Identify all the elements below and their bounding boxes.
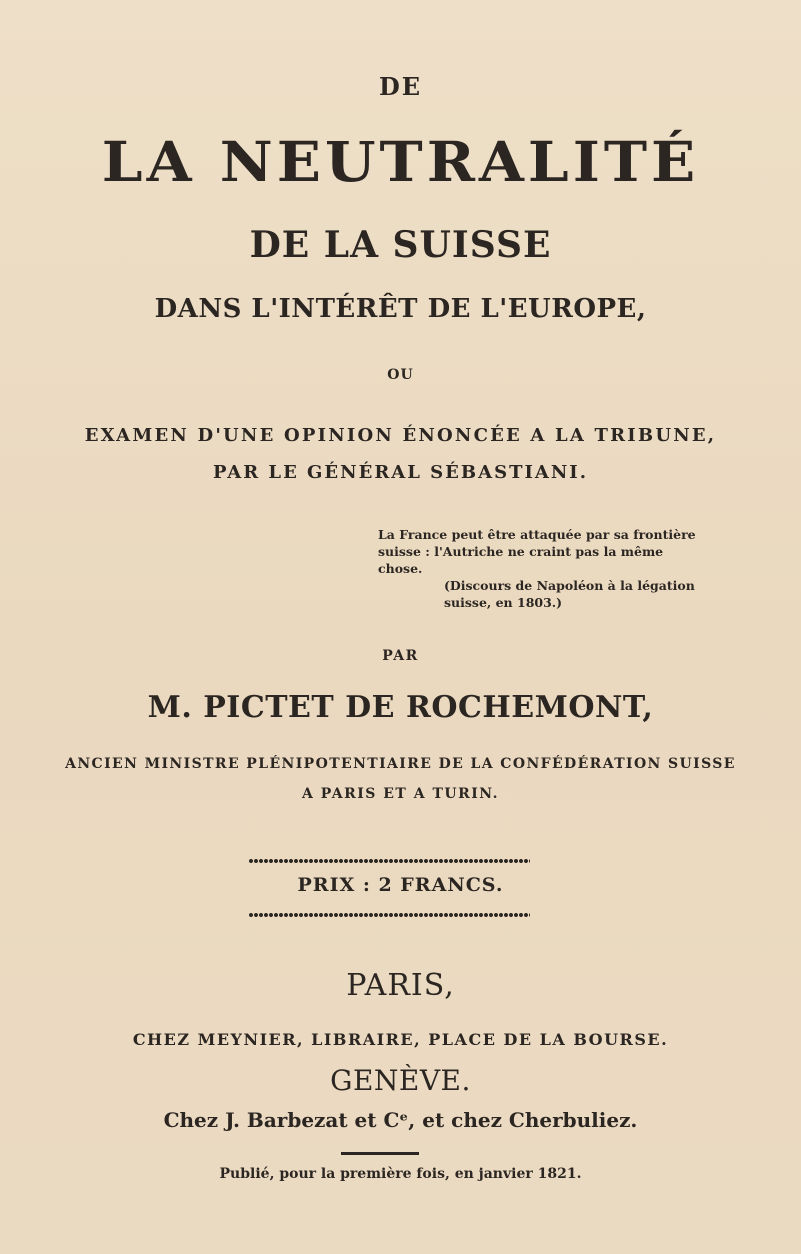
imprint-city-geneve: GENÈVE. (330, 1064, 471, 1097)
ornament-rule-top (248, 858, 530, 864)
conjunction-ou: OU (387, 367, 414, 383)
imprint-city-paris: PARIS, (346, 968, 455, 1003)
epigraph-source: (Discours de Napoléon à la légation suisse, en 1803.) (444, 578, 695, 610)
examen-line-1: EXAMEN D'UNE OPINION ÉNONCÉE A LA TRIBUNE, (84, 425, 717, 446)
publication-note: Publié, pour la première fois, en janvier 1821. (219, 1166, 582, 1182)
byline-par: PAR (382, 648, 419, 664)
examen-line-2: PAR LE GÉNÉRAL SÉBASTIANI. (213, 462, 588, 483)
divider-rule (341, 1152, 419, 1155)
heading-de: DE (378, 72, 423, 101)
epigraph (378, 526, 710, 611)
author-title-line-2: A PARIS ET A TURIN. (301, 786, 500, 802)
ornament-rule-bottom (248, 912, 530, 918)
epigraph-quote: La France peut être attaquée par sa frontière suisse : l'Autriche ne craint pas la même chose. (378, 527, 696, 576)
price: PRIX : 2 FRANCS. (297, 874, 504, 896)
title-de-la-suisse: DE LA SUISSE (249, 224, 552, 266)
subtitle: DANS L'INTÉRÊT DE L'EUROPE, (154, 294, 647, 324)
author-name: M. PICTET DE ROCHEMONT, (147, 690, 654, 725)
author-title-line-1: ANCIEN MINISTRE PLÉNIPOTENTIAIRE DE LA CONFÉDÉRATION SUISSE (65, 756, 736, 772)
imprint-publisher-geneve: Chez J. Barbezat et Cᵉ, et chez Cherbuliez. (163, 1108, 638, 1132)
imprint-publisher-paris: CHEZ MEYNIER, LIBRAIRE, PLACE DE LA BOURSE. (132, 1030, 669, 1049)
main-title: LA NEUTRALITÉ (101, 129, 700, 195)
